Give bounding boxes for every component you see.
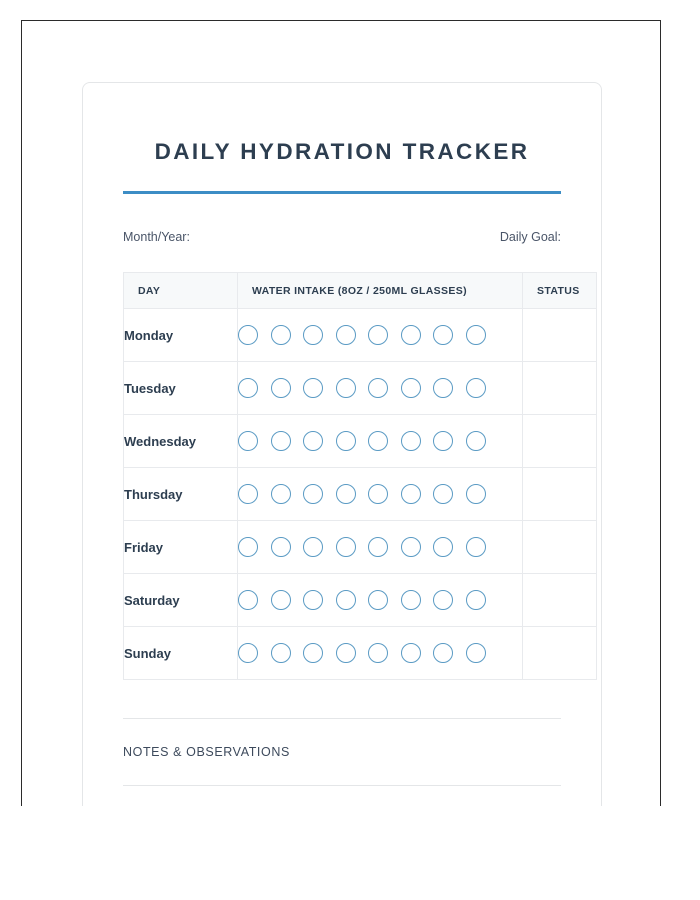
month-year-field[interactable]: Month/Year: bbox=[123, 230, 190, 244]
glass-checkbox-group bbox=[238, 484, 522, 504]
table-row bbox=[124, 309, 597, 362]
glass-checkbox-icon[interactable] bbox=[368, 590, 388, 610]
title-underline-rule bbox=[123, 191, 561, 194]
water-intake-cell bbox=[238, 415, 523, 468]
card-content bbox=[83, 83, 601, 786]
glass-checkbox-icon[interactable] bbox=[368, 484, 388, 504]
glass-checkbox-icon[interactable] bbox=[401, 431, 421, 451]
glass-checkbox-icon[interactable] bbox=[303, 643, 323, 663]
table-row bbox=[124, 415, 597, 468]
table-row bbox=[124, 521, 597, 574]
glass-checkbox-group bbox=[238, 431, 522, 451]
glass-checkbox-icon[interactable] bbox=[368, 325, 388, 345]
glass-checkbox-icon[interactable] bbox=[303, 325, 323, 345]
day-name-cell: Tuesday bbox=[124, 362, 238, 415]
status-cell[interactable] bbox=[523, 574, 597, 627]
glass-checkbox-icon[interactable] bbox=[336, 643, 356, 663]
table-header bbox=[124, 273, 597, 309]
glass-checkbox-group bbox=[238, 643, 522, 663]
status-cell[interactable] bbox=[523, 362, 597, 415]
day-name-cell: Monday bbox=[124, 309, 238, 362]
notes-section-label: NOTES & OBSERVATIONS bbox=[123, 745, 290, 759]
day-name-cell: Friday bbox=[124, 521, 238, 574]
glass-checkbox-icon[interactable] bbox=[466, 378, 486, 398]
glass-checkbox-group bbox=[238, 378, 522, 398]
glass-checkbox-icon[interactable] bbox=[271, 590, 291, 610]
water-intake-cell bbox=[238, 468, 523, 521]
glass-checkbox-icon[interactable] bbox=[466, 431, 486, 451]
glass-checkbox-group bbox=[238, 537, 522, 557]
glass-checkbox-icon[interactable] bbox=[466, 643, 486, 663]
water-intake-cell bbox=[238, 627, 523, 680]
status-cell[interactable] bbox=[523, 309, 597, 362]
day-name-cell: Wednesday bbox=[124, 415, 238, 468]
status-cell[interactable] bbox=[523, 415, 597, 468]
notes-section bbox=[123, 718, 561, 786]
glass-checkbox-icon[interactable] bbox=[433, 378, 453, 398]
glass-checkbox-icon[interactable] bbox=[271, 378, 291, 398]
glass-checkbox-icon[interactable] bbox=[336, 378, 356, 398]
table-row bbox=[124, 362, 597, 415]
glass-checkbox-icon[interactable] bbox=[303, 590, 323, 610]
daily-goal-field[interactable]: Daily Goal: bbox=[499, 230, 561, 244]
glass-checkbox-icon[interactable] bbox=[401, 378, 421, 398]
status-cell[interactable] bbox=[523, 627, 597, 680]
glass-checkbox-icon[interactable] bbox=[271, 537, 291, 557]
hydration-table bbox=[123, 272, 597, 680]
glass-checkbox-icon[interactable] bbox=[271, 431, 291, 451]
water-intake-cell bbox=[238, 574, 523, 627]
column-header-day: DAY bbox=[124, 273, 238, 309]
glass-checkbox-icon[interactable] bbox=[401, 325, 421, 345]
glass-checkbox-icon[interactable] bbox=[303, 431, 323, 451]
glass-checkbox-icon[interactable] bbox=[238, 537, 258, 557]
glass-checkbox-icon[interactable] bbox=[466, 537, 486, 557]
glass-checkbox-icon[interactable] bbox=[466, 325, 486, 345]
glass-checkbox-icon[interactable] bbox=[433, 590, 453, 610]
glass-checkbox-icon[interactable] bbox=[368, 378, 388, 398]
glass-checkbox-icon[interactable] bbox=[336, 431, 356, 451]
glass-checkbox-icon[interactable] bbox=[238, 643, 258, 663]
glass-checkbox-icon[interactable] bbox=[433, 537, 453, 557]
table-row bbox=[124, 468, 597, 521]
glass-checkbox-icon[interactable] bbox=[336, 537, 356, 557]
meta-row bbox=[123, 230, 561, 244]
day-name-cell: Thursday bbox=[124, 468, 238, 521]
glass-checkbox-icon[interactable] bbox=[433, 431, 453, 451]
glass-checkbox-icon[interactable] bbox=[303, 484, 323, 504]
glass-checkbox-icon[interactable] bbox=[303, 378, 323, 398]
water-intake-cell bbox=[238, 309, 523, 362]
column-header-status: STATUS bbox=[523, 273, 597, 309]
glass-checkbox-group bbox=[238, 590, 522, 610]
glass-checkbox-icon[interactable] bbox=[433, 643, 453, 663]
glass-checkbox-icon[interactable] bbox=[401, 537, 421, 557]
page-title: DAILY HYDRATION TRACKER bbox=[154, 139, 530, 164]
glass-checkbox-icon[interactable] bbox=[238, 378, 258, 398]
glass-checkbox-group bbox=[238, 325, 522, 345]
table-row bbox=[124, 574, 597, 627]
status-cell[interactable] bbox=[523, 468, 597, 521]
status-cell[interactable] bbox=[523, 521, 597, 574]
glass-checkbox-icon[interactable] bbox=[336, 325, 356, 345]
water-intake-cell bbox=[238, 362, 523, 415]
table-body bbox=[124, 309, 597, 680]
glass-checkbox-icon[interactable] bbox=[303, 537, 323, 557]
day-name-cell: Sunday bbox=[124, 627, 238, 680]
water-intake-cell bbox=[238, 521, 523, 574]
glass-checkbox-icon[interactable] bbox=[368, 537, 388, 557]
glass-checkbox-icon[interactable] bbox=[466, 484, 486, 504]
document-page-frame bbox=[21, 20, 661, 806]
glass-checkbox-icon[interactable] bbox=[368, 431, 388, 451]
day-name-cell: Saturday bbox=[124, 574, 238, 627]
notes-writing-line[interactable] bbox=[123, 785, 561, 786]
table-header-row bbox=[124, 273, 597, 309]
glass-checkbox-icon[interactable] bbox=[238, 590, 258, 610]
tracker-card bbox=[82, 82, 602, 806]
table-row bbox=[124, 627, 597, 680]
glass-checkbox-icon[interactable] bbox=[368, 643, 388, 663]
glass-checkbox-icon[interactable] bbox=[401, 590, 421, 610]
glass-checkbox-icon[interactable] bbox=[336, 590, 356, 610]
column-header-water-intake: WATER INTAKE (8OZ / 250ML GLASSES) bbox=[238, 273, 523, 309]
glass-checkbox-icon[interactable] bbox=[433, 325, 453, 345]
glass-checkbox-icon[interactable] bbox=[238, 484, 258, 504]
glass-checkbox-icon[interactable] bbox=[271, 643, 291, 663]
glass-checkbox-icon[interactable] bbox=[466, 590, 486, 610]
glass-checkbox-icon[interactable] bbox=[238, 431, 258, 451]
glass-checkbox-icon[interactable] bbox=[401, 484, 421, 504]
glass-checkbox-icon[interactable] bbox=[401, 643, 421, 663]
glass-checkbox-icon[interactable] bbox=[433, 484, 453, 504]
glass-checkbox-icon[interactable] bbox=[271, 484, 291, 504]
glass-checkbox-icon[interactable] bbox=[336, 484, 356, 504]
glass-checkbox-icon[interactable] bbox=[271, 325, 291, 345]
glass-checkbox-icon[interactable] bbox=[238, 325, 258, 345]
